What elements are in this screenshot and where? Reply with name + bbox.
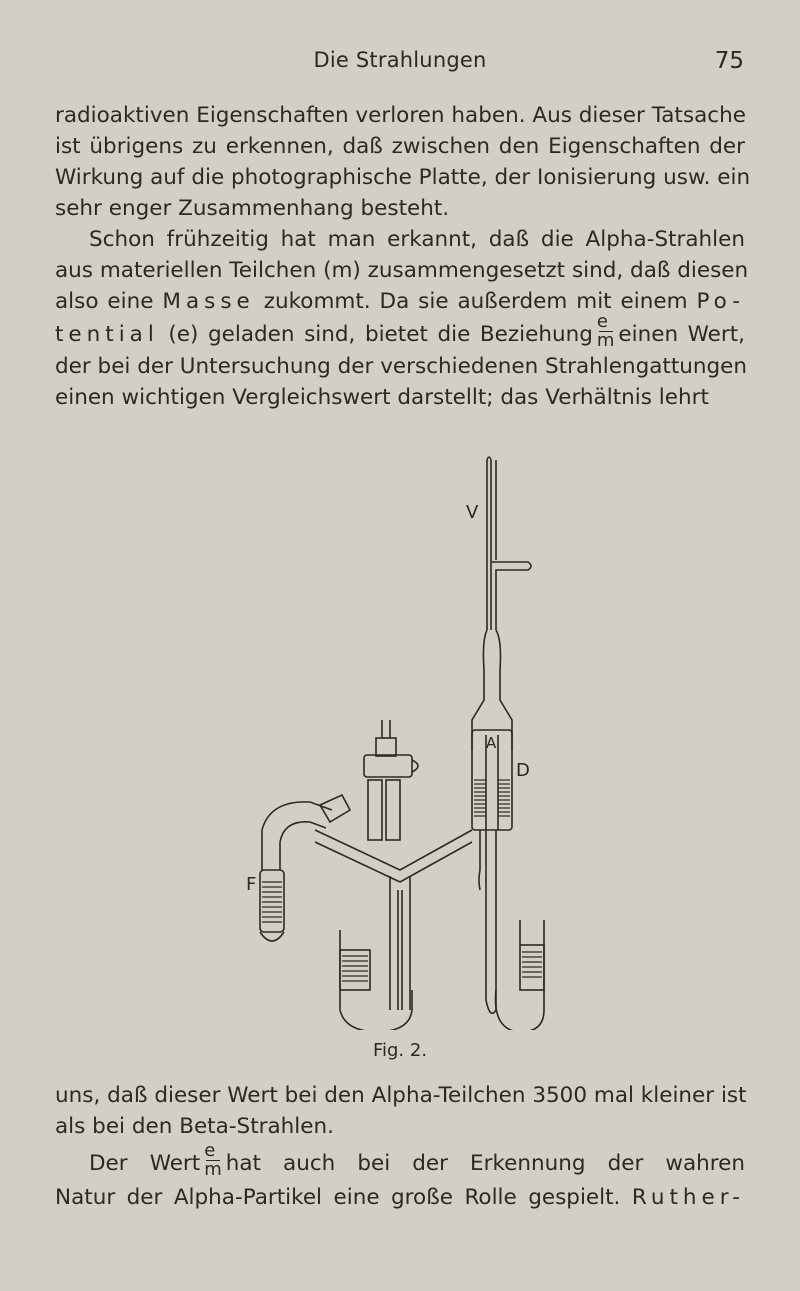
label-f: F xyxy=(246,874,257,895)
page-header xyxy=(0,48,800,82)
text-line: sehr enger Zusammenhang besteht. xyxy=(55,196,450,221)
label-v: V xyxy=(466,502,479,523)
fraction-e-over-m: $\frac{e}{m}$ xyxy=(596,310,615,351)
label-a: A xyxy=(486,734,497,752)
text-line: Wirkung auf die photographische Platte, der Ionisierung usw. ein xyxy=(55,165,751,190)
tube-f xyxy=(260,795,350,941)
text-line: der bei der Untersuchung der verschiedenen Strahlengattungen xyxy=(55,354,748,379)
connecting-tubes xyxy=(315,830,472,1010)
tube-v xyxy=(472,457,531,750)
text-line: uns, daß dieser Wert bei den Alpha-Teilchen 3500 mal kleiner ist xyxy=(55,1083,747,1108)
spaced-word-masse: Masse xyxy=(162,289,255,314)
stopcock xyxy=(364,720,418,840)
spaced-word-potential: tential xyxy=(55,322,159,347)
text-line: ist übrigens zu erkennen, daß zwischen den Eigenschaften der xyxy=(55,134,745,159)
page-number: 75 xyxy=(714,48,744,74)
label-d: D xyxy=(516,760,530,781)
figure-caption: Fig. 2. xyxy=(372,1040,428,1061)
running-title: Die Strahlungen xyxy=(313,48,487,72)
text-line: Schon frühzeitig hat man erkannt, daß die Alpha-Strahlen xyxy=(89,227,745,252)
text-line: tential (e) geladen sind, bietet die Beziehung $\frac{e}{m}$ einen Wert, xyxy=(55,310,745,351)
text-line: einen wichtigen Vergleichswert darstellt; das Verhältnis lehrt xyxy=(55,385,709,410)
text-line: Der Wert $\frac{e}{m}$ hat auch bei der Erkennung der wahren xyxy=(89,1139,745,1180)
text-line: aus materiellen Teilchen (m) zusammengesetzt sind, daß diesen xyxy=(55,258,749,283)
apparatus-figure xyxy=(240,450,560,1030)
body-text-top xyxy=(55,100,751,413)
tube-a-d xyxy=(472,730,512,1013)
text-line: als bei den Beta-Strahlen. xyxy=(55,1114,334,1139)
spaced-word-rutherford: Ruther- xyxy=(631,1185,745,1210)
text-line: Natur der Alpha-Partikel eine große Rolle gespielt. Ruther- xyxy=(55,1185,745,1210)
body-text-bottom xyxy=(55,1080,745,1213)
fraction-e-over-m: $\frac{e}{m}$ xyxy=(204,1139,222,1180)
text-line: also eine Masse zukommt. Da sie außerdem mit einem Po- xyxy=(55,289,745,314)
text-line: radioaktiven Eigenschaften verloren haben. Aus dieser Tatsache xyxy=(55,103,746,128)
vessel-right xyxy=(496,920,545,1030)
